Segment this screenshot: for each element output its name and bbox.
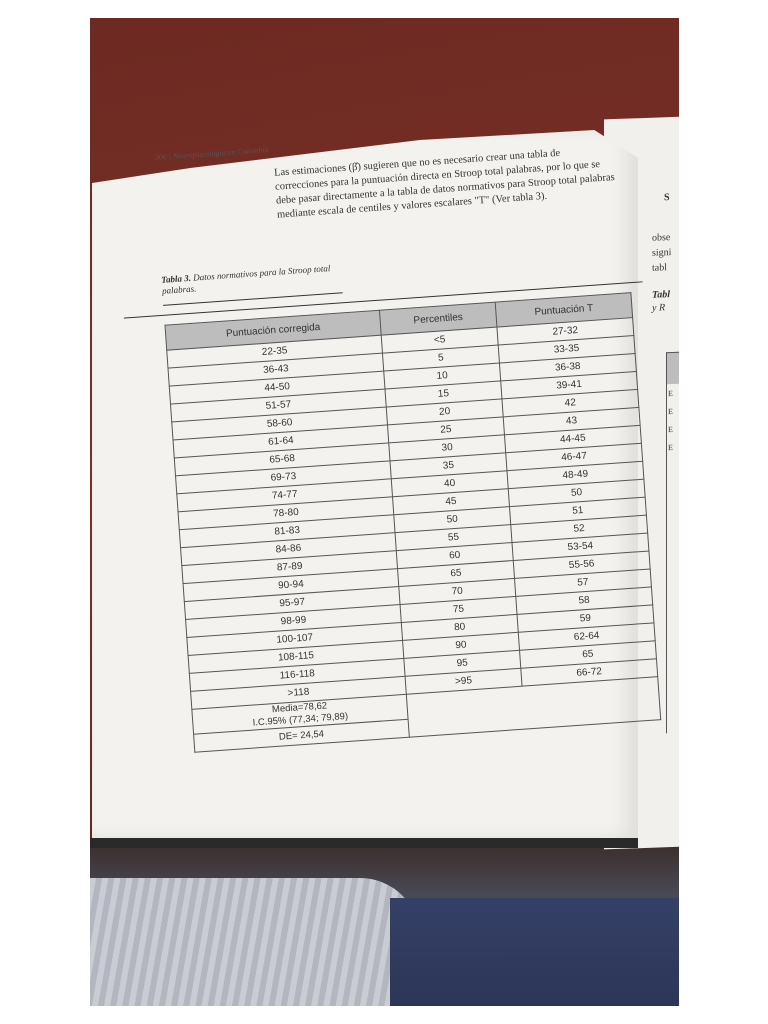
cell-percentile: >95 [405,668,522,694]
right-page-fragment: signi [652,247,672,259]
right-page-fragment: E [668,388,673,399]
cell-percentile: 10 [384,363,501,389]
sweater-sleeve [90,878,420,1006]
cell-percentile: 25 [388,417,505,443]
cell-percentile: 80 [401,614,518,640]
cell-corrected-score: 61-64 [173,425,389,458]
cell-t-score: 51 [509,497,646,524]
cell-corrected-score: 78-80 [178,497,394,530]
cell-corrected-score: 69-73 [176,461,392,494]
cell-corrected-score: 87-89 [182,551,398,584]
cell-t-score: 46-47 [506,443,643,470]
right-page-fragment: Tabl [652,289,670,301]
page-edge [90,838,638,848]
cell-percentile: 55 [395,525,512,551]
cell-percentile: 95 [404,650,521,676]
cell-corrected-score: 65-68 [174,443,390,476]
cell-percentile: <5 [381,327,498,353]
jeans [390,898,679,1006]
cell-corrected-score: 44-50 [169,371,385,404]
cell-percentile: 90 [403,632,520,658]
confidence-interval: I.C.95% (77,34; 79,89) [252,710,349,729]
cell-t-score: 53-54 [512,533,649,560]
photo-frame [90,18,679,1006]
cell-corrected-score: >118 [191,676,407,709]
cell-t-score: 44-45 [504,425,641,452]
cell-t-score: 58 [516,587,653,614]
running-head: 306 | Neuropsicología en Colombia [154,145,270,163]
cell-t-score: 52 [511,515,648,542]
cell-percentile: 65 [398,561,515,587]
cell-percentile: 5 [383,345,500,371]
header-t-score: Puntuación T [495,293,633,327]
cell-corrected-score: 51-57 [171,389,387,422]
right-page-fragment: E [668,442,673,453]
cell-t-score: 27-32 [497,318,634,345]
cell-corrected-score: 74-77 [177,479,393,512]
cell-percentile: 15 [385,381,502,407]
cell-t-score: 59 [517,605,654,632]
cell-t-score: 55-56 [513,551,650,578]
cell-t-score: 42 [502,389,639,416]
sd-value: DE= 24,54 [194,719,410,752]
cell-percentile: 40 [391,471,508,497]
cell-corrected-score: 116-118 [189,658,405,691]
cell-t-score: 50 [508,479,645,506]
cell-percentile: 30 [389,435,506,461]
header-percentiles: Percentiles [380,302,497,335]
mean-value: Media=78,62 [271,700,328,716]
cell-corrected-score: 84-86 [181,533,397,566]
cell-corrected-score: 108-115 [188,640,404,673]
normative-table [164,292,661,753]
cell-t-score: 33-35 [498,336,635,363]
table-body [167,318,661,753]
cell-corrected-score: 90-94 [183,569,399,602]
cell-t-score: 39-41 [500,371,637,398]
cell-t-score: 36-38 [499,354,636,381]
cell-percentile: 20 [386,399,503,425]
cell-t-score: 66-72 [521,659,658,686]
cell-t-score: 48-49 [507,461,644,488]
cell-corrected-score: 58-60 [172,407,388,440]
cell-percentile: 70 [399,578,516,604]
right-page-fragment: y R [652,302,666,314]
cell-corrected-score: 81-83 [179,515,395,548]
cell-percentile: 35 [390,453,507,479]
cell-t-score: 57 [514,569,651,596]
table-caption-text: Datos normativos para la Stroop total palabras. [161,263,331,296]
cell-corrected-score: 98-99 [186,605,402,638]
right-page-fragment: E [668,424,673,435]
cell-percentile: 60 [396,543,513,569]
cell-percentile: 75 [400,596,517,622]
body-paragraph: Las estimaciones (β̂) sugieren que no es necesario crear una tabla de correcciones para la puntuación directa en Stroop total palabras, por lo que se debe pasar directamente a la tabla de datos normativos para Stroop total palabras mediante escala de centiles y valores escalares "T" (Ver tabla 3). [273,147,616,221]
right-page-fragment: tabl [652,262,667,274]
right-page-fragment: E [668,406,673,417]
right-page-fragment: obse [652,232,671,244]
cell-corrected-score: 36-43 [168,353,384,386]
table-caption-label: Tabla 3. [160,272,192,285]
right-page-fragment: S [664,192,670,204]
cell-corrected-score: 95-97 [184,587,400,620]
cell-corrected-score: 100-107 [187,622,403,655]
cell-t-score: 62-64 [518,623,655,650]
cell-t-score: 65 [519,641,656,668]
cell-percentile: 50 [394,507,511,533]
cell-corrected-score: 22-35 [167,335,383,368]
cell-percentile: 45 [393,489,510,515]
header-corrected-score: Puntuación corregida [165,310,381,350]
cell-t-score: 43 [503,407,640,434]
